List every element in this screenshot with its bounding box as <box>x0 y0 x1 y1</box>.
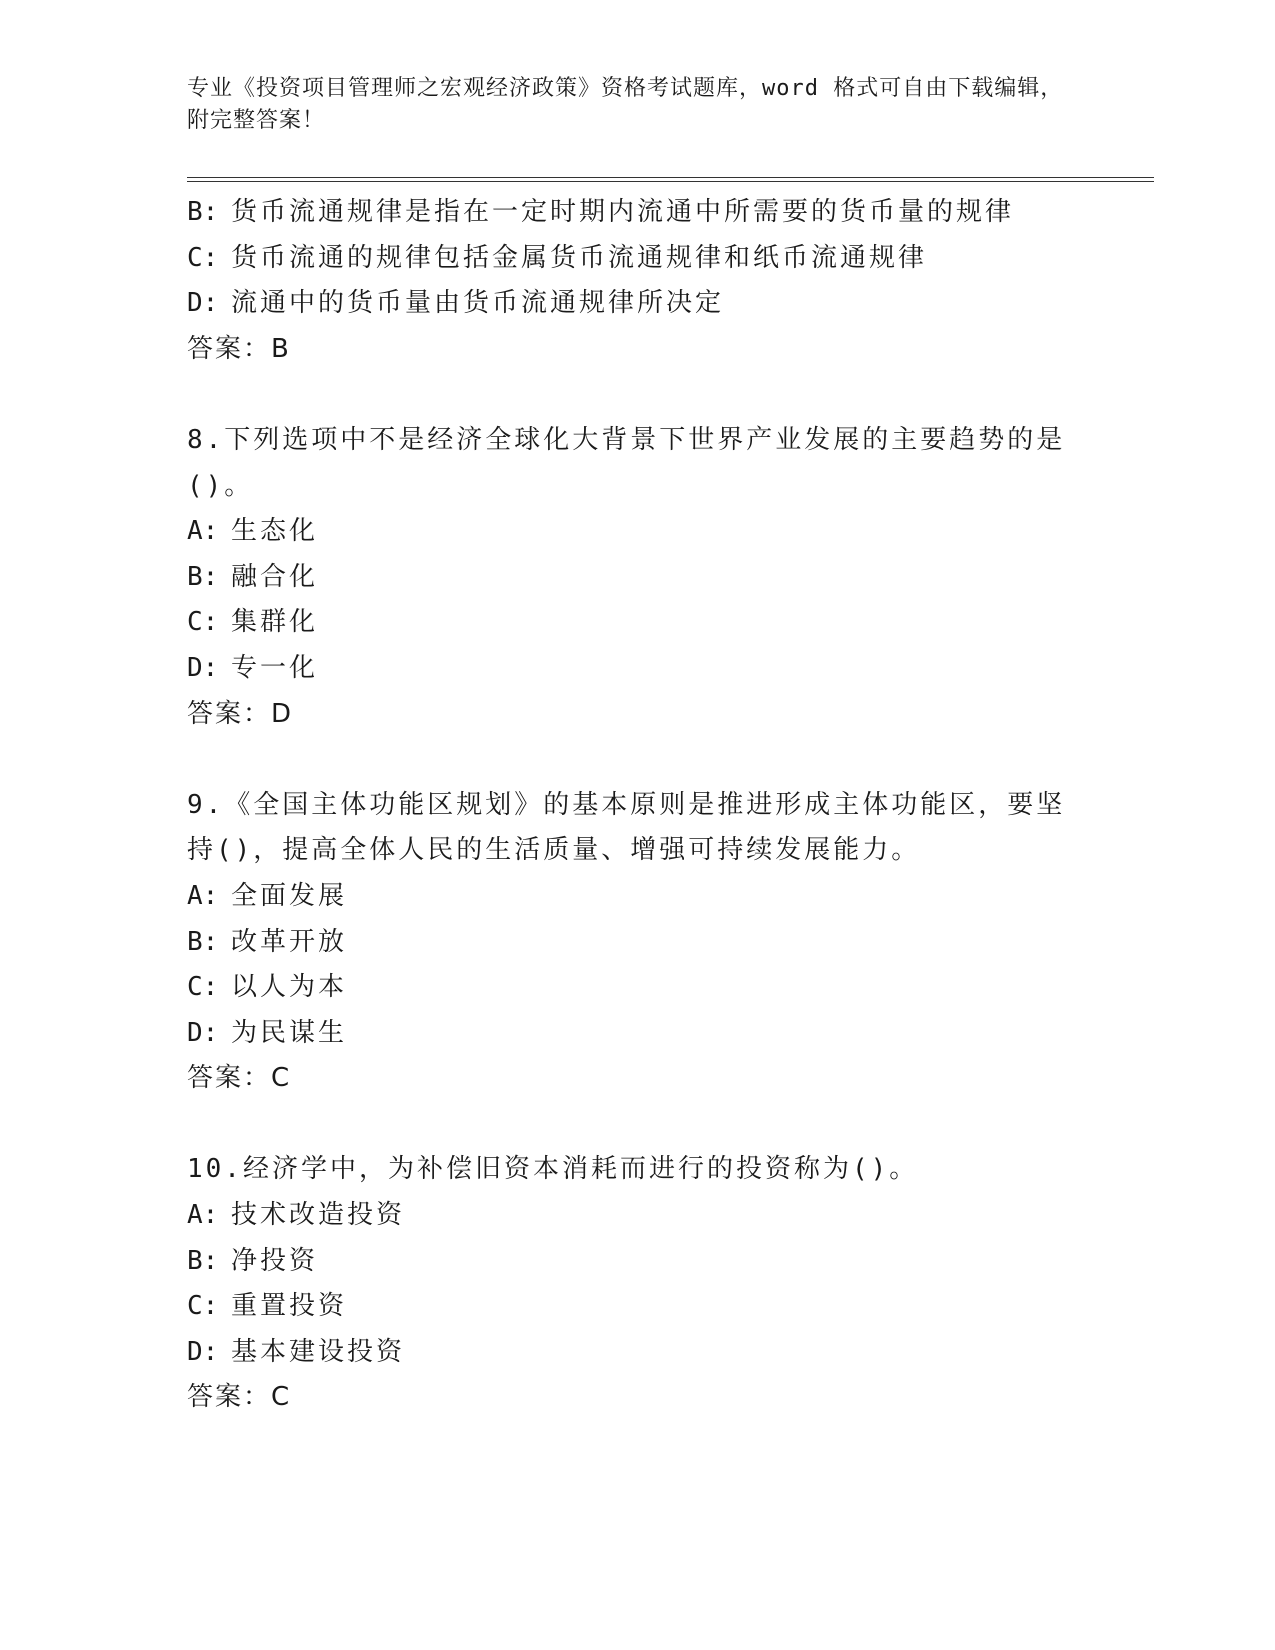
question-stem: 10.经济学中，为补偿旧资本消耗而进行的投资称为()。 <box>187 1154 919 1185</box>
question-stem-continued: 持()，提高全体人民的生活质量、增强可持续发展能力。 <box>187 835 921 866</box>
option-a: A: 生态化 <box>187 516 319 547</box>
option-c: C: 货币流通的规律包括金属货币流通规律和纸币流通规律 <box>187 242 928 273</box>
question-stem: 8.下列选项中不是经济全球化大背景下世界产业发展的主要趋势的是 <box>187 424 1066 455</box>
option-d: D: 流通中的货币量由货币流通规律所决定 <box>187 288 725 319</box>
answer: 答案：B <box>187 333 291 364</box>
answer: 答案：C <box>187 1382 292 1413</box>
header-divider-bottom <box>187 181 1154 182</box>
answer: 答案：D <box>187 698 294 729</box>
option-d: D: 为民谋生 <box>187 1017 348 1048</box>
option-b: B: 融合化 <box>187 561 319 592</box>
question-stem-continued: ()。 <box>187 470 254 501</box>
option-a: A: 技术改造投资 <box>187 1200 406 1231</box>
option-c: C: 以人为本 <box>187 972 348 1003</box>
option-c: C: 重置投资 <box>187 1291 348 1322</box>
question-list <box>187 190 1087 1421</box>
question-7-tail <box>187 190 1087 372</box>
question-10 <box>187 1147 1087 1421</box>
option-d: D: 基本建设投资 <box>187 1336 406 1367</box>
document-header: 专业《投资项目管理师之宏观经济政策》资格考试题库，word 格式可自由下载编辑，附完整答案！ <box>187 76 1064 133</box>
option-b: B: 货币流通规律是指在一定时期内流通中所需要的货币量的规律 <box>187 197 1015 227</box>
answer: 答案：C <box>187 1063 292 1094</box>
option-d: D: 专一化 <box>187 652 319 683</box>
header-divider-top <box>187 177 1154 178</box>
option-a: A: 全面发展 <box>187 880 348 911</box>
question-stem: 9.《全国主体功能区规划》的基本原则是推进形成主体功能区，要坚 <box>187 789 1066 820</box>
question-9 <box>187 783 1087 1102</box>
option-c: C: 集群化 <box>187 607 319 638</box>
question-8 <box>187 418 1087 737</box>
option-b: B: 净投资 <box>187 1245 319 1276</box>
option-b: B: 改革开放 <box>187 926 348 957</box>
